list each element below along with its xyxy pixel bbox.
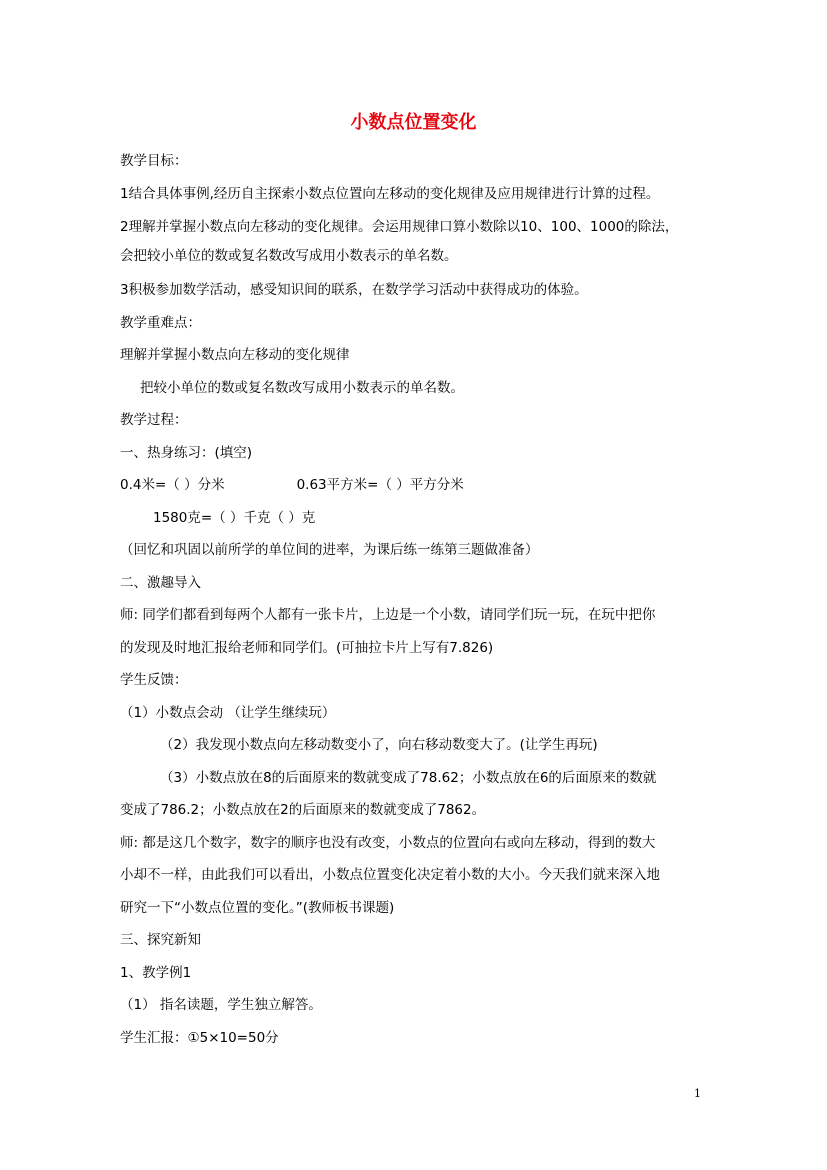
text-line: 教学过程： (120, 412, 188, 428)
text-line: 教学目标： (120, 153, 188, 169)
text-line: （回忆和巩固以前所学的单位间的进率，为课后练一练第三题做准备） (120, 542, 539, 558)
text-line: （1） 指名读题，学生独立解答。 (120, 997, 322, 1013)
page-number: 1 (694, 1087, 701, 1100)
text-line: 1、教学例1 (120, 965, 192, 981)
text-line: 变成了786.2；小数点放在2的后面原来的数就变成了7862。 (120, 802, 486, 818)
section-heading: 三、探究新知 (120, 932, 201, 948)
text-line: 研究一下“小数点位置的变化。”(教师板书课题) (120, 900, 395, 916)
text-line: 1结合具体事例,经历自主探索小数点位置向左移动的变化规律及应用规律进行计算的过程。 (120, 186, 660, 202)
text-line: 师: 同学们都看到每两个人都有一张卡片，上边是一个小数，请同学们玩一玩，在玩中把你 (120, 607, 656, 623)
text-line: 2理解并掌握小数点向左移动的变化规律。会运用规律口算小数除以10、100、1000的除法， (120, 219, 679, 235)
section-heading: 二、激趣导入 (120, 575, 201, 591)
exercise-item: 0.4米=（ ）分米 (120, 477, 225, 493)
exercise-line: 1580克=（ ）千克（ ）克 (153, 510, 316, 526)
text-line: 学生反馈： (120, 672, 188, 688)
exercise-line (120, 476, 464, 494)
text-line: 把较小单位的数或复名数改写成用小数表示的单名数。 (140, 380, 464, 396)
text-line: 会把较小单位的数或复名数改写成用小数表示的单名数。 (120, 248, 458, 264)
text-line: （2）我发现小数点向左移动数变小了，向右移动数变大了。(让学生再玩) (160, 737, 598, 753)
text-line: 小却不一样，由此我们可以看出，小数点位置变化决定着小数的大小。今天我们就来深入地 (120, 867, 660, 883)
document-title: 小数点位置变化 (350, 112, 477, 133)
text-line: 一、热身练习：(填空) (120, 445, 253, 461)
text-line: （1）小数点会动 （让学生继续玩） (120, 705, 336, 721)
text-line: 理解并掌握小数点向左移动的变化规律 (120, 347, 350, 363)
text-line: 师: 都是这几个数字，数字的顺序也没有改变，小数点的位置向右或向左移动，得到的数大 (120, 835, 656, 851)
text-line: （3）小数点放在8的后面原来的数就变成了78.62；小数点放在6的后面原来的数就 (160, 770, 657, 786)
text-line: 3积极参加数学活动，感受知识间的联系，在数学学习活动中获得成功的体验。 (120, 282, 588, 298)
text-line: 学生汇报：①5×10=50分 (120, 1030, 279, 1046)
text-line: 教学重难点： (120, 315, 201, 331)
exercise-item: 0.63平方米=（ ）平方分米 (296, 477, 464, 493)
text-line: 的发现及时地汇报给老师和同学们。(可抽拉卡片上写有7.826) (120, 640, 494, 656)
